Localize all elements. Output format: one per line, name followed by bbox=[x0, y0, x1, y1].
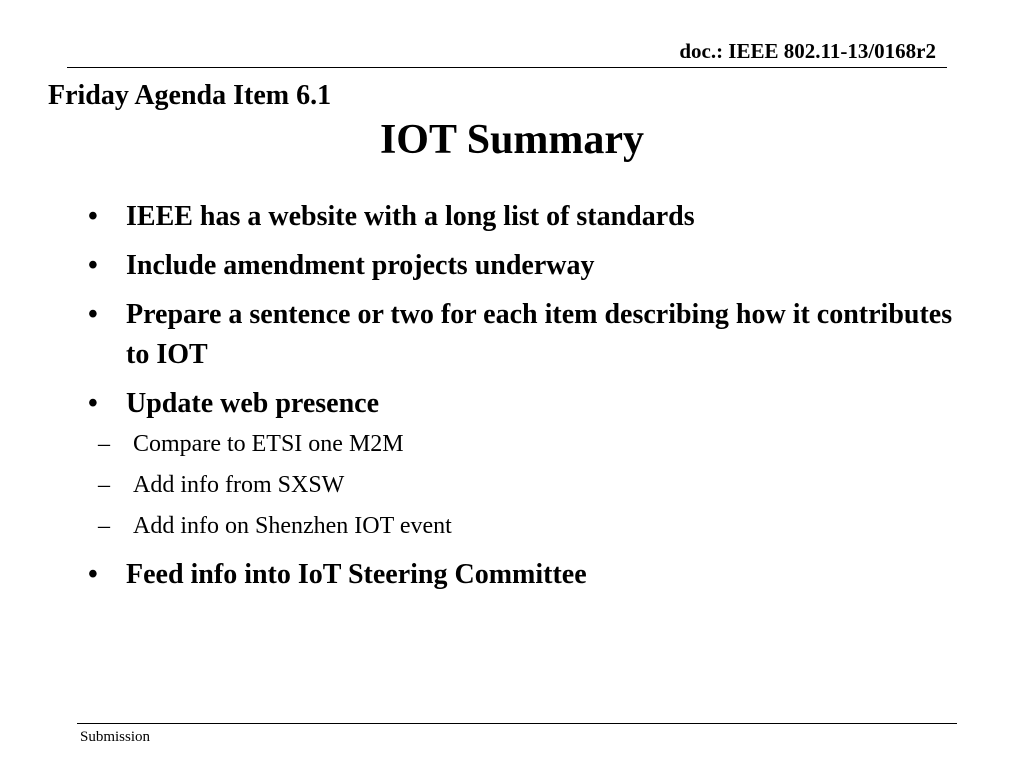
bullet-item bbox=[88, 295, 958, 375]
bullet-marker: • bbox=[88, 201, 98, 232]
bullet-marker: • bbox=[88, 559, 98, 590]
sub-bullet-item bbox=[50, 465, 958, 506]
agenda-item-label: Friday Agenda Item 6.1 bbox=[48, 80, 332, 111]
doc-id: doc.: IEEE 802.11-13/0168r2 bbox=[679, 39, 936, 63]
sub-bullet-list bbox=[50, 424, 958, 547]
bullet-marker: • bbox=[88, 299, 98, 330]
sub-bullet-group bbox=[50, 424, 958, 547]
bullet-text: IEEE has a website with a long list of standards bbox=[126, 201, 695, 232]
sub-bullet-marker: – bbox=[98, 513, 110, 539]
header-divider bbox=[67, 67, 947, 68]
sub-bullet-marker: – bbox=[98, 472, 110, 498]
bullet-text: Feed info into IoT Steering Committee bbox=[126, 559, 587, 590]
sub-bullet-text: Compare to ETSI one M2M bbox=[133, 431, 404, 457]
bullet-item bbox=[88, 555, 958, 595]
bullet-item bbox=[88, 384, 958, 424]
bullet-text: Update web presence bbox=[126, 388, 380, 419]
bullet-marker: • bbox=[88, 388, 98, 419]
slide-title: IOT Summary bbox=[379, 117, 645, 163]
bullet-item bbox=[88, 246, 958, 286]
bullet-text: Prepare a sentence or two for each item describing how it contributes to IOT bbox=[126, 299, 953, 370]
bullet-marker: • bbox=[88, 250, 98, 281]
bullet-text: Include amendment projects underway bbox=[126, 250, 595, 281]
sub-bullet-text: Add info from SXSW bbox=[133, 472, 345, 498]
footer-submission-label: Submission bbox=[80, 729, 151, 745]
sub-bullet-marker: – bbox=[98, 431, 110, 457]
footer-divider bbox=[77, 723, 957, 724]
bullet-item bbox=[88, 197, 958, 237]
bullet-list bbox=[88, 197, 958, 604]
sub-bullet-text: Add info on Shenzhen IOT event bbox=[133, 513, 452, 539]
sub-bullet-item bbox=[50, 506, 958, 547]
sub-bullet-item bbox=[50, 424, 958, 465]
